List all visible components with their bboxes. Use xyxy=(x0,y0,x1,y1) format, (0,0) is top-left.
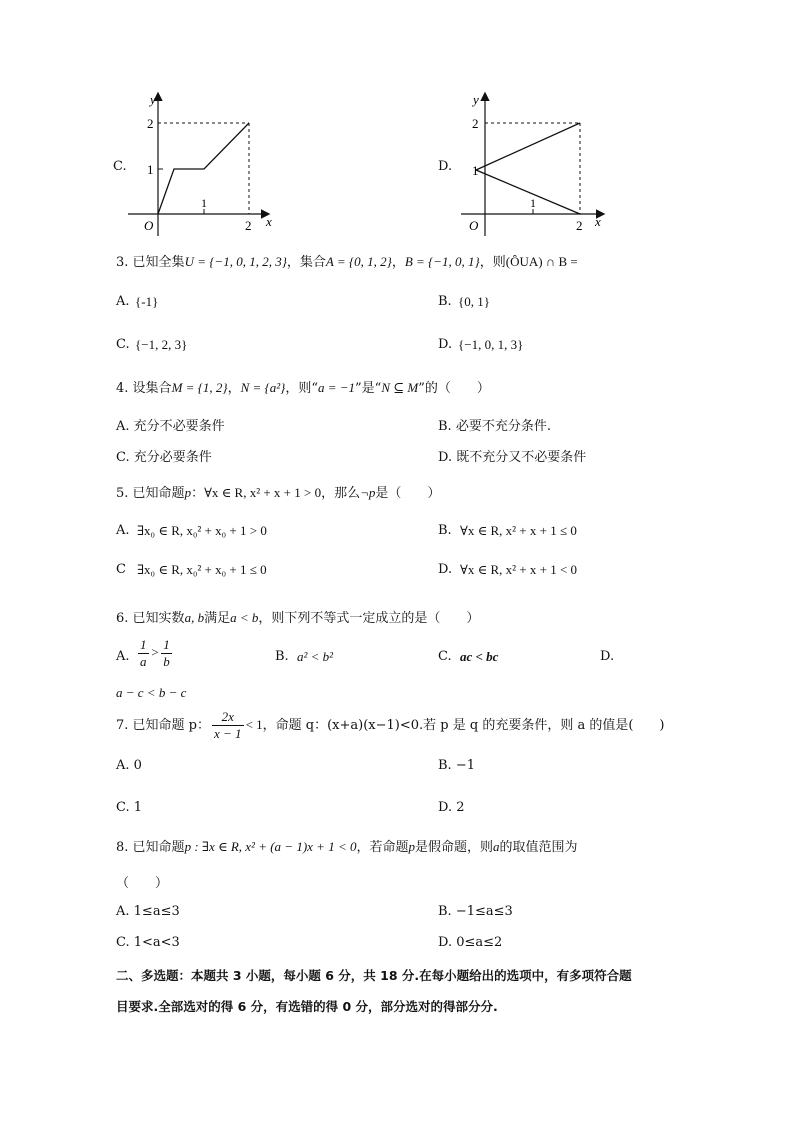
q8-option-c: C. 1<a<3 xyxy=(116,935,180,950)
option-c-label: C. xyxy=(113,159,127,174)
graph-c-xlabel: x xyxy=(266,214,272,229)
graph-d-upper-line xyxy=(476,123,580,170)
q6-option-c: ac < bc xyxy=(460,649,499,664)
graph-d-tick-x1: 1 xyxy=(530,196,536,210)
q5-option-a: ∃x₀ ∈ R, x₀² + x₀ + 1 > 0 xyxy=(137,523,267,538)
question-3: 3. 已知全集U = {−1, 0, 1, 2, 3}，集合A = {0, 1, 2}，B = {−1, 0, 1}，则(ȎUA) ∩ B = xyxy=(116,254,578,270)
graph-c-tick-y2: 2 xyxy=(147,116,154,131)
graph-d xyxy=(453,90,608,240)
q5-option-d-label: D. xyxy=(438,562,453,577)
graph-d-lower-line xyxy=(476,170,580,214)
section-2-heading: 二、多选题：本题共 3 小题，每小题 6 分，共 18 分.在每小题给出的选项中，有多项符合题 xyxy=(116,968,632,983)
q4-option-b: B. 必要不充分条件. xyxy=(438,419,551,434)
graph-d-ylabel: y xyxy=(473,92,479,107)
q4-option-c: C. 充分必要条件 xyxy=(116,450,212,465)
q6-option-a: $\frac{1}{a}$ > $\frac{1}{b}$ xyxy=(140,637,170,669)
q8-answer-paren: （ ） xyxy=(116,876,169,891)
q8-option-b: B. −1≤a≤3 xyxy=(438,904,513,919)
q6-option-a-label: A. xyxy=(116,649,130,664)
q5-option-b-label: B. xyxy=(438,523,452,538)
graph-c-tick-x2: 2 xyxy=(245,218,252,233)
question-8: 8. 已知命题p : ∃x ∈ R, x² + (a − 1)x + 1 < 0，若命题p是假命题，则a的取值范围为 xyxy=(116,839,578,855)
q6-option-d-label: D. xyxy=(600,649,615,664)
graph-d-tick-y1: 1 xyxy=(472,163,479,178)
section-2-instructions: 目要求.全部选对的得 6 分，有选错的得 0 分，部分选对的得部分分. xyxy=(116,999,498,1014)
q3-option-b: {0, 1} xyxy=(458,294,490,309)
q5-option-a-label: A. xyxy=(116,523,130,538)
q6-option-b-label: B. xyxy=(275,649,289,664)
q4-option-d: D. 既不充分又不必要条件 xyxy=(438,450,587,465)
q8-option-d: D. 0≤a≤2 xyxy=(438,935,503,950)
q4-option-a: A. 充分不必要条件 xyxy=(116,419,225,434)
q5-option-c: ∃x₀ ∈ R, x₀² + x₀ + 1 ≤ 0 xyxy=(137,562,267,577)
q7-option-b: B. −1 xyxy=(438,758,475,773)
q6-option-c-label: C. xyxy=(438,649,452,664)
q7-option-d: D. 2 xyxy=(438,800,465,815)
option-d-label: D. xyxy=(438,159,453,174)
graph-d-origin: O xyxy=(469,218,479,233)
q3-option-c-label: C. xyxy=(116,337,130,352)
graph-c-origin: O xyxy=(144,218,154,233)
q3-option-b-label: B. xyxy=(438,294,452,309)
question-7: 7. 已知命题 p： $\frac{2x}{x - 1}$ < 1，命题 q：(x+a)(x−1)<0.若 p 是 q 的充要条件，则 a 的值是( ) xyxy=(116,709,665,741)
q5-option-b: ∀x ∈ R, x² + x + 1 ≤ 0 xyxy=(460,523,577,538)
graph-c-tick-y1: 1 xyxy=(147,162,154,177)
graph-d-xlabel: x xyxy=(595,214,601,229)
graph-d-tick-y2: 2 xyxy=(472,116,479,131)
q3-option-a-label: A. xyxy=(116,294,130,309)
q3-option-d-label: D. xyxy=(438,337,453,352)
q7-option-a: A. 0 xyxy=(116,758,142,773)
graph-c-tick-x1: 1 xyxy=(201,196,207,210)
graph-c-ylabel: y xyxy=(150,92,156,107)
q6-option-d: a − c < b − c xyxy=(116,685,187,700)
question-4: 4. 设集合M = {1, 2}，N = {a²}，则“a = −1”是“N ⊆ M”的（ ） xyxy=(116,380,490,396)
q3-option-d: {−1, 0, 1, 3} xyxy=(458,337,524,352)
q3-option-a: {-1} xyxy=(135,294,159,309)
q6-option-b: a² < b² xyxy=(297,649,334,664)
q5-option-d: ∀x ∈ R, x² + x + 1 < 0 xyxy=(460,562,578,577)
question-5: 5. 已知命题p：∀x ∈ R, x² + x + 1 > 0，那么¬p是（ ） xyxy=(116,485,441,501)
q8-option-a: A. 1≤a≤3 xyxy=(116,904,180,919)
graph-d-tick-x2: 2 xyxy=(576,218,583,233)
graph-c xyxy=(128,90,278,240)
q5-option-c-label: C xyxy=(116,562,126,577)
q3-option-c: {−1, 2, 3} xyxy=(135,337,188,352)
q7-option-c: C. 1 xyxy=(116,800,143,815)
question-6: 6. 已知实数a, b满足a < b，则下列不等式一定成立的是（ ） xyxy=(116,610,480,626)
